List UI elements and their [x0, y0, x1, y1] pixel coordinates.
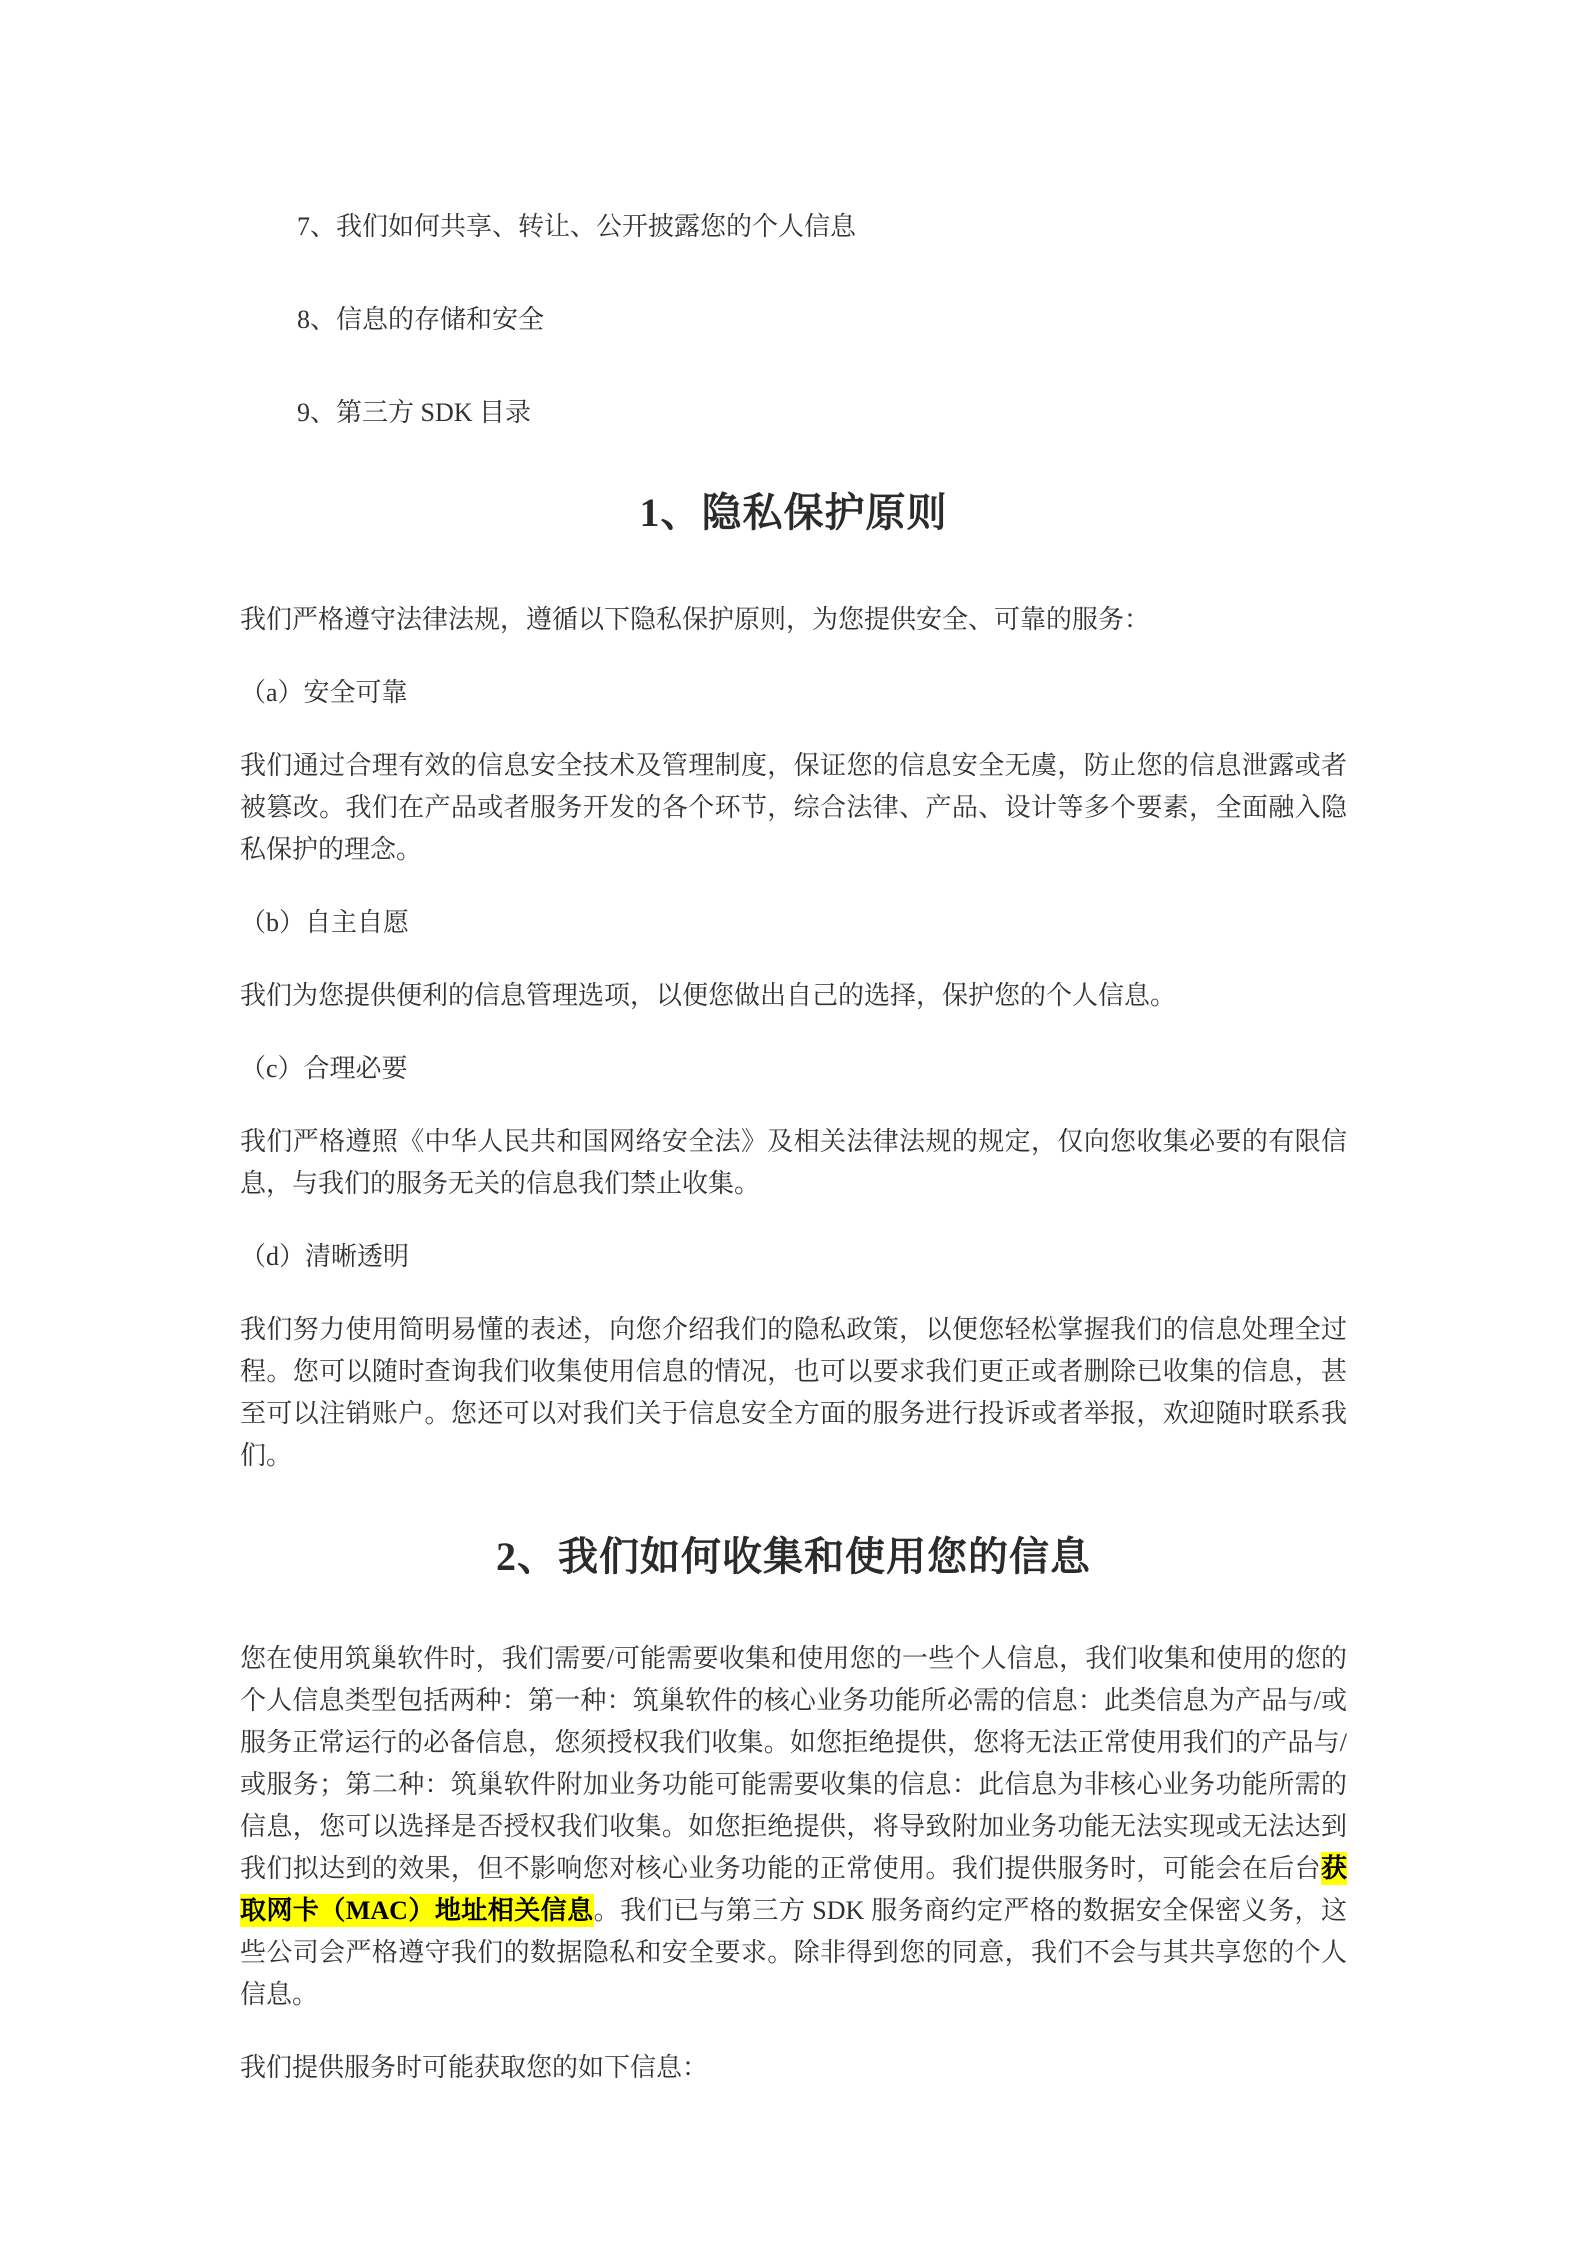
paragraph-text-before-highlight: 您在使用筑巢软件时，我们需要/可能需要收集和使用您的一些个人信息，我们收集和使用的您的个人信息类型包括两种：第一种：筑巢软件的核心业务功能所必需的信息：此类信息为产品与/或服务正常运行的必备信息，您须授权我们收集。如您拒绝提供，您将无法正常使用我们的产品与/或服务；第二种：筑巢软件附加业务功能可能需要收集的信息：此信息为非核心业务功能所需的信息，您可以选择是否授权我们收集。如您拒绝提供，将导致附加业务功能无法实现或无法达到我们拟达到的效果，但不影响您对核心业务功能的正常使用。我们提供服务时，可能会在后台: [240, 1644, 1347, 1883]
principle-d-body: 我们努力使用简明易懂的表述，向您介绍我们的隐私政策，以便您轻松掌握我们的信息处理全过程。您可以随时查询我们收集使用信息的情况，也可以要求我们更正或者删除已收集的信息，甚至可以注销账户。您还可以对我们关于信息安全方面的服务进行投诉或者举报，欢迎随时联系我们。: [240, 1315, 1347, 1470]
highlighted-text: 获取网卡（MAC）地址相关信息: [240, 1854, 1347, 1925]
toc-item-9: 9、第三方 SDK 目录: [297, 398, 532, 427]
toc-item-7: 7、我们如何共享、转让、公开披露您的个人信息: [297, 212, 857, 241]
paragraph-text-after-highlight: 。我们已与第三方 SDK 服务商约定严格的数据安全保密义务，这些公司会严格遵守我们的数据隐私和安全要求。除非得到您的同意，我们不会与其共享您的个人信息。: [240, 1896, 1348, 2009]
principle-a-label: （a）安全可靠: [240, 678, 408, 707]
toc-item-8: 8、信息的存储和安全: [297, 305, 545, 334]
principle-c-label: （c）合理必要: [240, 1054, 408, 1083]
table-of-contents: [240, 206, 1347, 434]
principle-a-body: 我们通过合理有效的信息安全技术及管理制度，保证您的信息安全无虞，防止您的信息泄露或者被篡改。我们在产品或者服务开发的各个环节，综合法律、产品、设计等多个要素，全面融入隐私保护的理念。: [240, 751, 1347, 864]
principle-b-body: 我们为您提供便利的信息管理选项，以便您做出自己的选择，保护您的个人信息。: [240, 981, 1177, 1010]
section-2-paragraph: [240, 1638, 1347, 2016]
section-2-heading: 2、我们如何收集和使用您的信息: [496, 1534, 1091, 1579]
section-1-heading: 1、隐私保护原则: [639, 490, 948, 535]
principle-c-body: 我们严格遵照《中华人民共和国网络安全法》及相关法律法规的规定，仅向您收集必要的有限信息，与我们的服务无关的信息我们禁止收集。: [240, 1127, 1347, 1198]
section-2-closing: 我们提供服务时可能获取您的如下信息：: [240, 2053, 709, 2082]
section-1-intro: 我们严格遵守法律法规，遵循以下隐私保护原则，为您提供安全、可靠的服务：: [240, 605, 1151, 634]
principle-b-label: （b）自主自愿: [240, 908, 410, 937]
principle-d-label: （d）清晰透明: [240, 1242, 410, 1271]
